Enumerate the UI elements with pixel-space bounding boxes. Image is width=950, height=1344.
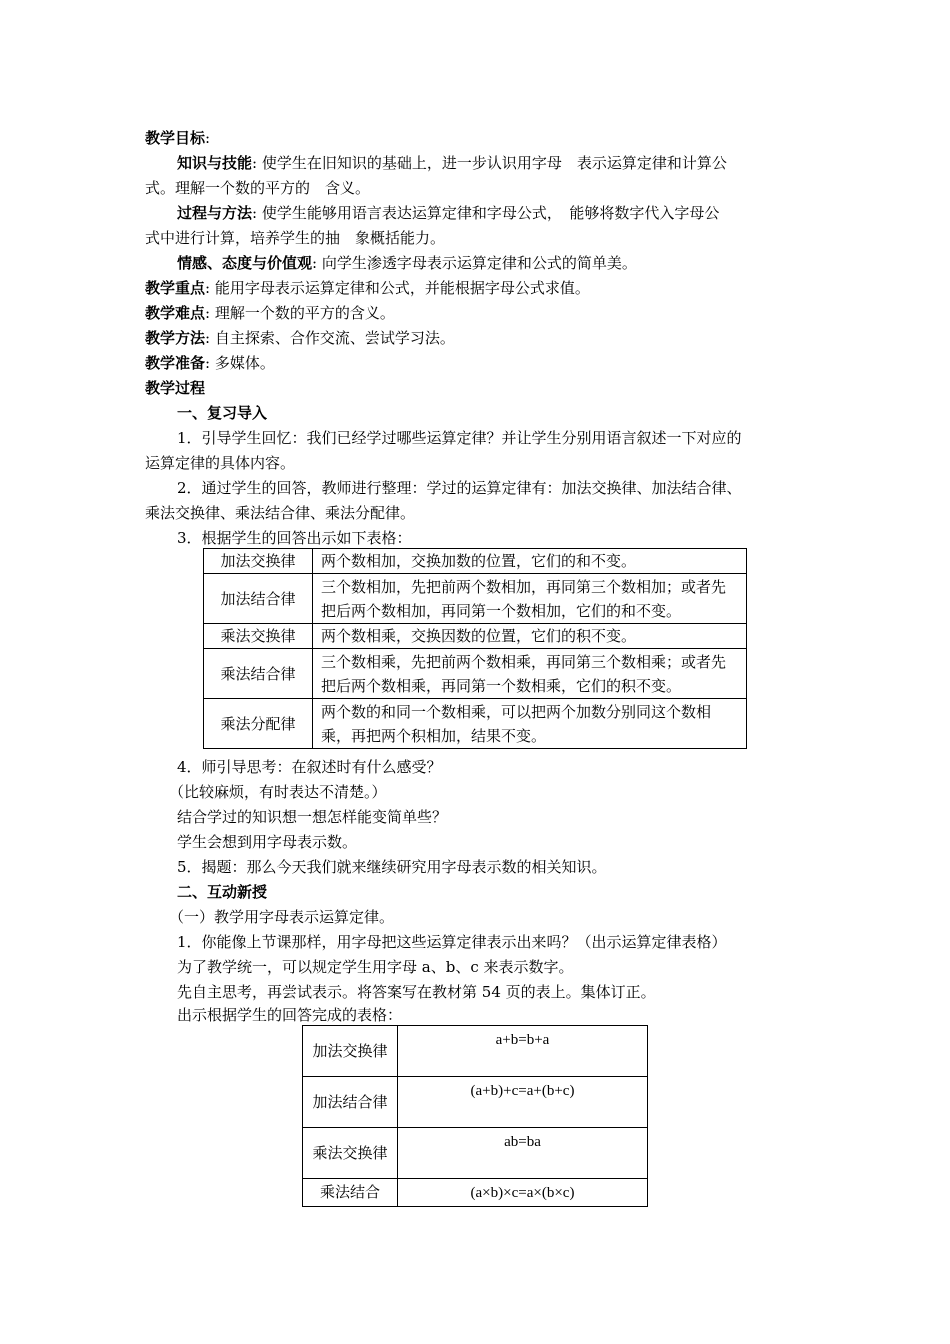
emotion-line: 情感、态度与价值观: 向学生渗透字母表示运算定律和公式的简单美。 — [177, 254, 637, 272]
law-formula-cell: (a×b)×c=a×(b×c) — [398, 1179, 648, 1207]
table-row — [204, 549, 747, 574]
p4-line: 4．师引导思考：在叙述时有什么感受？ — [177, 758, 442, 776]
law-name-cell: 乘法交换律 — [303, 1128, 398, 1179]
table-row — [204, 649, 747, 699]
law-desc-cell: 三个数相乘，先把前两个数相乘，再同第三个数相乘；或者先把后两个数相乘，再同第一个数相乘，它们的积不变。 — [313, 649, 747, 699]
key-points: 教学重点: 能用字母表示运算定律和公式，并能根据字母公式求值。 — [145, 279, 590, 297]
p5-line: 5．揭题：那么今天我们就来继续研究用字母表示数的相关知识。 — [177, 858, 607, 876]
table-row — [204, 624, 747, 649]
table-row — [204, 574, 747, 624]
law-name-cell: 乘法交换律 — [204, 624, 313, 649]
section-2-title: 二、互动新授 — [177, 883, 268, 901]
p4-student-answer: 学生会想到用字母表示数。 — [177, 833, 358, 851]
law-formula-cell: (a+b)+c=a+(b+c) — [398, 1077, 648, 1128]
q1-note-2: 先自主思考，再尝试表示。将答案写在教材第 54 页的表上。集体订正。 — [177, 983, 656, 1001]
knowledge-line-1: 知识与技能: 使学生在旧知识的基础上，进一步认识用字母 表示运算定律和计算公 — [177, 154, 727, 172]
q1-note-1: 为了教学统一，可以规定学生用字母 a、b、c 来表示数字。 — [177, 958, 574, 976]
p2-line-1: 2．通过学生的回答，教师进行整理：学过的运算定律有：加法交换律、加法结合律、 — [177, 479, 742, 497]
law-desc-cell: 两个数的和同一个数相乘，可以把两个加数分别同这个数相乘，再把两个积相加，结果不变。 — [313, 699, 747, 749]
subsection-1-title: （一）教学用字母表示运算定律。 — [169, 908, 395, 926]
table-row — [303, 1026, 648, 1077]
process-method-line-1: 过程与方法: 使学生能够用语言表达运算定律和字母公式， 能够将数字代入字母公 — [177, 204, 720, 222]
law-name-cell: 加法交换律 — [303, 1026, 398, 1077]
law-name-cell: 加法结合律 — [204, 574, 313, 624]
law-name-cell: 乘法结合 — [303, 1179, 398, 1207]
table-row — [303, 1179, 648, 1207]
teaching-prep: 教学准备: 多媒体。 — [145, 354, 275, 372]
p4-question: 结合学过的知识想一想怎样能变简单些？ — [177, 808, 448, 826]
difficult-points: 教学难点: 理解一个数的平方的含义。 — [145, 304, 395, 322]
laws-description-table — [203, 548, 747, 749]
section-1-title: 一、复习导入 — [177, 404, 268, 422]
law-name-cell: 加法结合律 — [303, 1077, 398, 1128]
law-desc-cell: 两个数相加，交换加数的位置，它们的和不变。 — [313, 549, 747, 574]
table-row — [303, 1077, 648, 1128]
law-desc-cell: 两个数相乘，交换因数的位置，它们的积不变。 — [313, 624, 747, 649]
law-desc-cell: 三个数相加，先把前两个数相加，再同第三个数相加；或者先把后两个数相加，再同第一个数相加，它们的和不变。 — [313, 574, 747, 624]
law-name-cell: 乘法结合律 — [204, 649, 313, 699]
law-formula-cell: ab=ba — [398, 1128, 648, 1179]
p3-line: 3．根据学生的回答出示如下表格： — [177, 529, 412, 547]
table-row — [204, 699, 747, 749]
law-formula-cell: a+b=b+a — [398, 1026, 648, 1077]
laws-formula-table — [302, 1025, 648, 1207]
objectives-heading: 教学目标: — [145, 129, 211, 147]
knowledge-line-2: 式。理解一个数的平方的 含义。 — [145, 179, 371, 197]
process-heading: 教学过程 — [145, 379, 206, 397]
teaching-method: 教学方法: 自主探索、合作交流、尝试学习法。 — [145, 329, 455, 347]
law-name-cell: 乘法分配律 — [204, 699, 313, 749]
q1-line: 1．你能像上节课那样，用字母把这些运算定律表示出来吗？（出示运算定律表格） — [177, 933, 727, 951]
p4-answer: （比较麻烦，有时表达不清楚。） — [169, 783, 387, 801]
p2-line-2: 乘法交换律、乘法结合律、乘法分配律。 — [145, 504, 416, 522]
p1-line-1: 1．引导学生回忆：我们已经学过哪些运算定律？并让学生分别用语言叙述一下对应的 — [177, 429, 742, 447]
p1-line-2: 运算定律的具体内容。 — [145, 454, 296, 472]
process-method-line-2: 式中进行计算，培养学生的抽 象概括能力。 — [145, 229, 446, 247]
law-name-cell: 加法交换律 — [204, 549, 313, 574]
q1-note-3: 出示根据学生的回答完成的表格： — [177, 1006, 403, 1024]
table-row — [303, 1128, 648, 1179]
